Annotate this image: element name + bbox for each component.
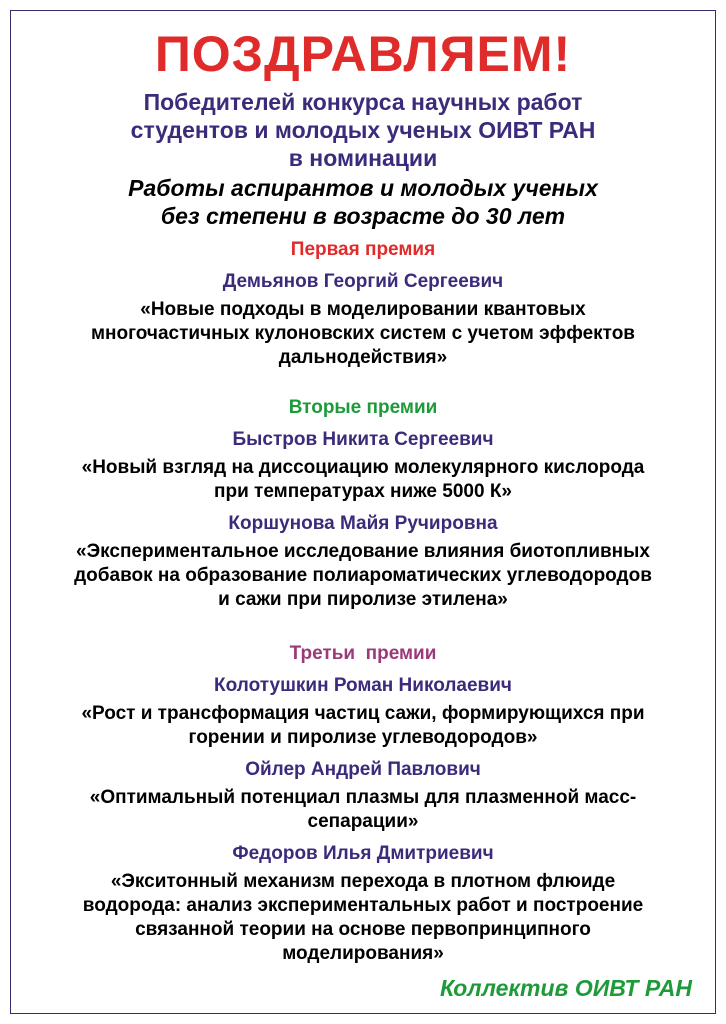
first-prize-title: Первая премия	[290, 239, 436, 260]
work-line: при температурах ниже 5000 К»	[214, 481, 512, 502]
intro-block	[18, 88, 708, 172]
third-prizes-title: Третьи премии	[289, 643, 437, 664]
work-line: добавок на образование полиароматических углеводородов	[74, 565, 652, 586]
work-line: и сажи при пиролизе этилена»	[218, 589, 508, 610]
first-prize-section	[18, 238, 708, 370]
work-line: многочастичных кулоновских систем с учетом эффектов	[91, 323, 635, 344]
intro-line: студентов и молодых ученых ОИВТ РАН	[130, 117, 596, 143]
winner-name: Федоров Илья Дмитриевич	[232, 843, 494, 864]
work-line: «Новые подходы в моделировании квантовых	[140, 299, 586, 320]
work-line: «Экситонный механизм перехода в плотном флюиде	[110, 871, 616, 892]
work-line: водорода: анализ экспериментальных работ и построение	[82, 895, 644, 916]
work-line: «Рост и трансформация частиц сажи, формирующихся при	[81, 703, 645, 724]
winner-name: Колотушкин Роман Николаевич	[214, 675, 512, 696]
intro-line: Победителей конкурса научных работ	[143, 89, 583, 115]
work-title	[18, 540, 708, 612]
work-line: «Оптимальный потенциал плазмы для плазменной масс-	[89, 787, 637, 808]
intro-line: в номинации	[288, 145, 438, 171]
winner-name: Быстров Никита Сергеевич	[232, 429, 494, 450]
work-line: дальнодействия»	[278, 347, 448, 368]
work-title	[18, 786, 708, 834]
work-line: сепарации»	[307, 811, 419, 832]
work-title	[18, 298, 708, 370]
nomination-block	[18, 174, 708, 230]
winner-name: Демьянов Георгий Сергеевич	[222, 271, 504, 292]
third-prizes-section	[18, 642, 708, 966]
winner-name: Коршунова Майя Ручировна	[228, 513, 498, 534]
work-title	[18, 456, 708, 504]
work-title	[18, 702, 708, 750]
winner-name: Ойлер Андрей Павлович	[245, 759, 481, 780]
congratulations-poster	[18, 26, 708, 966]
work-title	[18, 870, 708, 966]
work-line: «Новый взгляд на диссоциацию молекулярного кислорода	[81, 457, 645, 478]
work-line: связанной теории на основе первопринципного	[135, 919, 591, 940]
second-prizes-section	[18, 396, 708, 612]
work-line: моделирования»	[282, 943, 444, 964]
work-line: горении и пиролизе углеводородов»	[188, 727, 538, 748]
second-prizes-title: Вторые премии	[288, 397, 438, 418]
headline: ПОЗДРАВЛЯЕМ!	[154, 26, 572, 82]
footer-signature: Коллектив ОИВТ РАН	[439, 975, 692, 1001]
nomination-line: без степени в возрасте до 30 лет	[160, 203, 566, 229]
work-line: «Экспериментальное исследование влияния биотопливных	[76, 541, 650, 562]
nomination-line: Работы аспирантов и молодых ученых	[128, 175, 598, 201]
